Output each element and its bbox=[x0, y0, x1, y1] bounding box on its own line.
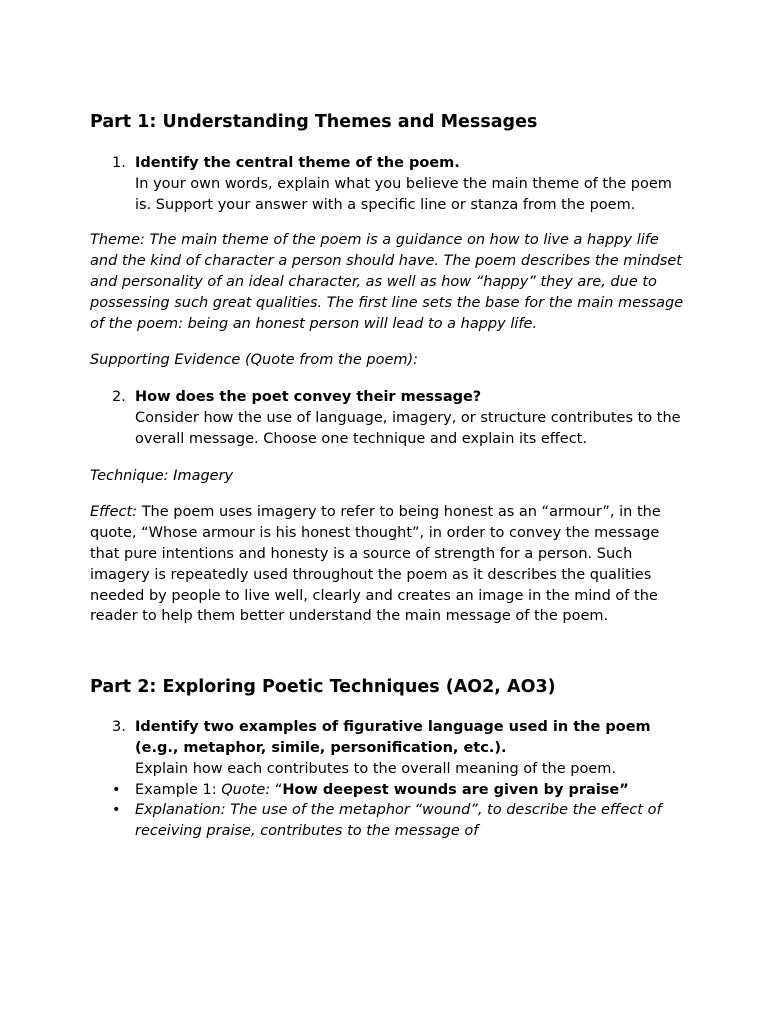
question-1 bbox=[90, 153, 690, 215]
effect-label: Effect: bbox=[90, 504, 138, 521]
example-1-open-quote: “ bbox=[270, 781, 283, 798]
example-1-prefix: Example 1: bbox=[135, 781, 222, 798]
question-3-number: 3. bbox=[112, 719, 126, 736]
bullet-icon: • bbox=[112, 802, 121, 819]
question-3-title: Identify two examples of figurative language used in the poem (e.g., metaphor, simile, personification, etc.). bbox=[135, 719, 651, 756]
example-1-quote: How deepest wounds are given by praise” bbox=[282, 781, 629, 798]
example-list bbox=[90, 780, 690, 842]
supporting-evidence: Supporting Evidence (Quote from the poem): bbox=[90, 352, 419, 369]
effect-text: The poem uses imagery to refer to being honest as an “armour”, in the quote, “Whose armour is his honest thought”, in order to convey the message that pure intentions and honesty is a source of strength for a person. Such imagery is repeatedly used throughout the poem as it describes the qualities needed by people to live well, clearly and creates an image in the mind of the reader to help them better understand the main message of the poem. bbox=[90, 504, 661, 625]
list-item bbox=[90, 800, 690, 842]
question-3 bbox=[90, 717, 690, 779]
list-item bbox=[90, 780, 690, 801]
theme-answer: Theme: The main theme of the poem is a guidance on how to live a happy life and the kind of character a person should have. The poem describes the mindset and personality of an ideal character, as well as how “happy” they are, due to possessing such great qualities. The first line sets the base for the main message of the poem: being an honest person will lead to a happy life. bbox=[90, 232, 684, 332]
question-2 bbox=[90, 387, 690, 449]
question-2-title: How does the poet convey their message? bbox=[135, 389, 482, 406]
explanation-1-text: Explanation: The use of the metaphor “wound”, to describe the effect of receiving praise, contributes to the message of bbox=[135, 802, 662, 840]
question-1-title: Identify the central theme of the poem. bbox=[135, 155, 460, 171]
example-1-quote-label: Quote: bbox=[221, 781, 271, 798]
effect-answer bbox=[90, 502, 690, 627]
bullet-icon: • bbox=[112, 781, 121, 798]
question-2-number: 2. bbox=[112, 389, 126, 406]
document-content bbox=[90, 110, 690, 842]
technique-answer: Technique: Imagery bbox=[90, 467, 234, 484]
part1-heading: Part 1: Understanding Themes and Messages bbox=[90, 112, 538, 132]
question-1-number: 1. bbox=[112, 155, 126, 171]
question-1-text: In your own words, explain what you believe the main theme of the poem is. Support your answer with a specific line or stanza from the poem. bbox=[135, 175, 672, 213]
part2-heading: Part 2: Exploring Poetic Techniques (AO2, AO3) bbox=[90, 677, 556, 698]
question-2-text: Consider how the use of language, imagery, or structure contributes to the overall message. Choose one technique and explain its effect. bbox=[135, 409, 681, 447]
question-3-text: Explain how each contributes to the overall meaning of the poem. bbox=[135, 760, 616, 777]
